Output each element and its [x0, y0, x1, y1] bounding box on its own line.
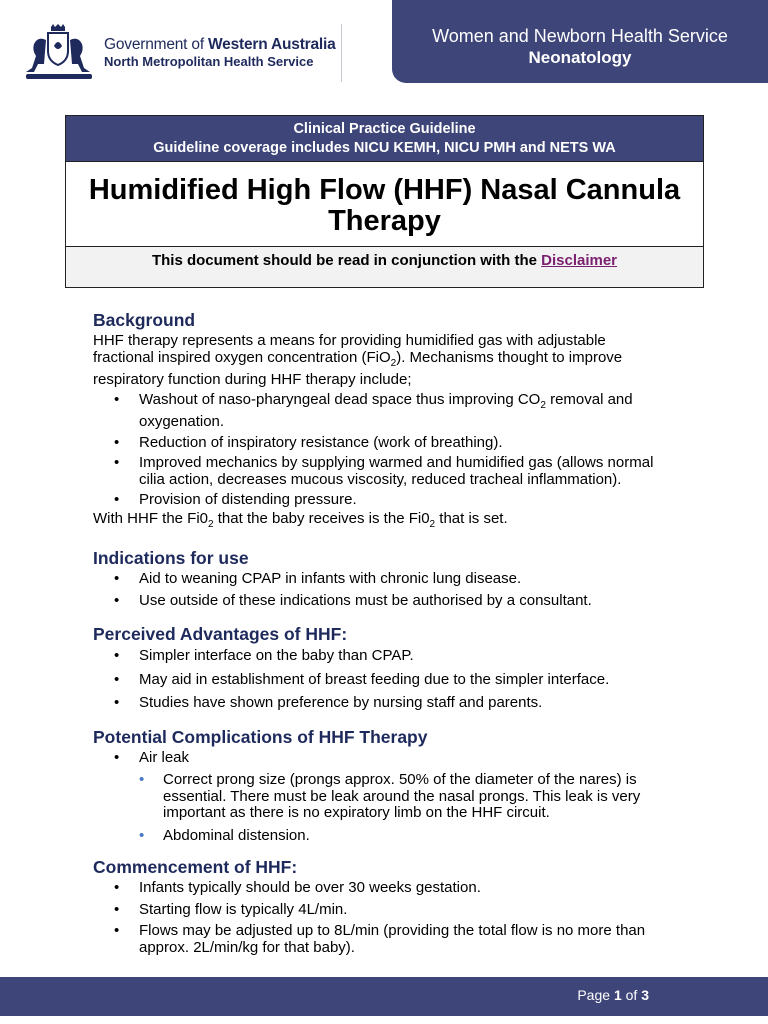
closing-part-3: that is set.: [435, 509, 508, 527]
gov-state: Western Australia: [208, 36, 336, 53]
list-item: • Use outside of these indications must be authorised by a consultant.: [93, 593, 683, 610]
advantages-list: [93, 648, 683, 712]
list-item: • Correct prong size (prongs approx. 50% of the diameter of the nares) is essential. There must be leak around the nasal prongs. This leak is very important as there is no expiratory limb on the HHF circuit.: [93, 772, 683, 822]
list-item: • Starting flow is typically 4L/min.: [93, 902, 683, 919]
list-item: • Abdominal distension.: [93, 828, 683, 845]
list-item: • May aid in establishment of breast feeding due to the simpler interface.: [93, 672, 683, 689]
department-name: Neonatology: [528, 48, 632, 67]
page-word: Page: [577, 987, 611, 1003]
guideline-coverage: Guideline coverage includes NICU KEMH, NICU PMH and NETS WA: [153, 140, 616, 156]
air-leak-sublist: [93, 772, 683, 844]
list-item: • Improved mechanics by supplying warmed and humidified gas (allows normal cilia action, decreases mucous viscosity, reduced tracheal inflammation).: [93, 455, 683, 488]
government-logo: [18, 24, 342, 82]
document-title: [66, 162, 703, 247]
mechanisms-list: [93, 392, 683, 509]
background-intro-line3: respiratory function during HHF therapy include;: [93, 371, 412, 388]
service-banner: [392, 0, 768, 83]
indications-list: [93, 571, 683, 609]
list-item: [93, 750, 683, 845]
complications-list: [93, 750, 683, 845]
background-intro-line2b: ). Mechanisms thought to improve: [396, 348, 623, 366]
list-item: • Simpler interface on the baby than CPAP.: [93, 648, 683, 665]
disclaimer-note: [66, 247, 703, 287]
total-pages: 3: [641, 987, 649, 1003]
commencement-list: [93, 880, 683, 956]
disclaimer-link[interactable]: Disclaimer: [541, 252, 618, 269]
guideline-type: Clinical Practice Guideline: [293, 121, 476, 137]
logo-text: [104, 36, 336, 70]
advantages-heading: Perceived Advantages of HHF:: [93, 624, 348, 644]
background-closing: [93, 511, 683, 534]
list-item: • Flows may be adjusted up to 8L/min (providing the total flow is no more than approx. 2L/min/kg for that baby).: [93, 923, 683, 956]
fio2-subscript: 2: [429, 518, 436, 530]
document-body: [93, 309, 683, 956]
document-title-line2: Therapy: [328, 205, 441, 237]
mechanism-1b: removal and oxygenation.: [139, 390, 633, 430]
background-intro: [93, 333, 683, 389]
page-footer: [0, 977, 768, 1016]
indications-heading: Indications for use: [93, 548, 249, 568]
list-item: • Studies have shown preference by nursing staff and parents.: [93, 695, 683, 712]
list-item: • Aid to weaning CPAP in infants with chronic lung disease.: [93, 571, 683, 588]
commencement-heading: Commencement of HHF:: [93, 857, 298, 877]
conjunction-text: This document should be read in conjunction with the: [151, 252, 537, 269]
gov-prefix: Government of: [104, 36, 204, 53]
list-item: • Reduction of inspiratory resistance (work of breathing).: [93, 435, 683, 452]
guideline-header: [66, 116, 703, 162]
co2-subscript: 2: [540, 399, 546, 411]
mechanism-1: Washout of naso-pharyngeal dead space thus improving CO: [139, 390, 541, 408]
service-name: Women and Newborn Health Service: [432, 26, 728, 46]
current-page: 1: [613, 987, 622, 1003]
list-item: • Infants typically should be over 30 weeks gestation.: [93, 880, 683, 897]
document-title-line1: Humidified High Flow (HHF) Nasal Cannula: [88, 174, 681, 206]
closing-part-2: that the baby receives is the Fi0: [213, 509, 430, 527]
page-number: [577, 987, 649, 1003]
of-word: of: [625, 987, 638, 1003]
fio2-subscript: 2: [208, 518, 214, 530]
guideline-title-box: [65, 115, 704, 288]
health-service-name: North Metropolitan Health Service: [104, 54, 314, 69]
background-heading: Background: [93, 310, 196, 330]
background-intro-line1: HHF therapy represents a means for providing humidified gas with adjustable: [93, 332, 606, 349]
list-item: [93, 392, 683, 431]
list-item: • Provision of distending pressure.: [93, 492, 683, 509]
air-leak-item: Air leak: [139, 748, 190, 766]
fio2-subscript: 2: [390, 357, 397, 369]
closing-part-1: With HHF the Fi0: [93, 509, 209, 527]
wa-coat-of-arms-icon: [18, 24, 100, 82]
background-intro-line2: fractional inspired oxygen concentration (FiO: [93, 348, 391, 366]
government-name: [104, 36, 336, 53]
complications-heading: Potential Complications of HHF Therapy: [93, 726, 428, 747]
